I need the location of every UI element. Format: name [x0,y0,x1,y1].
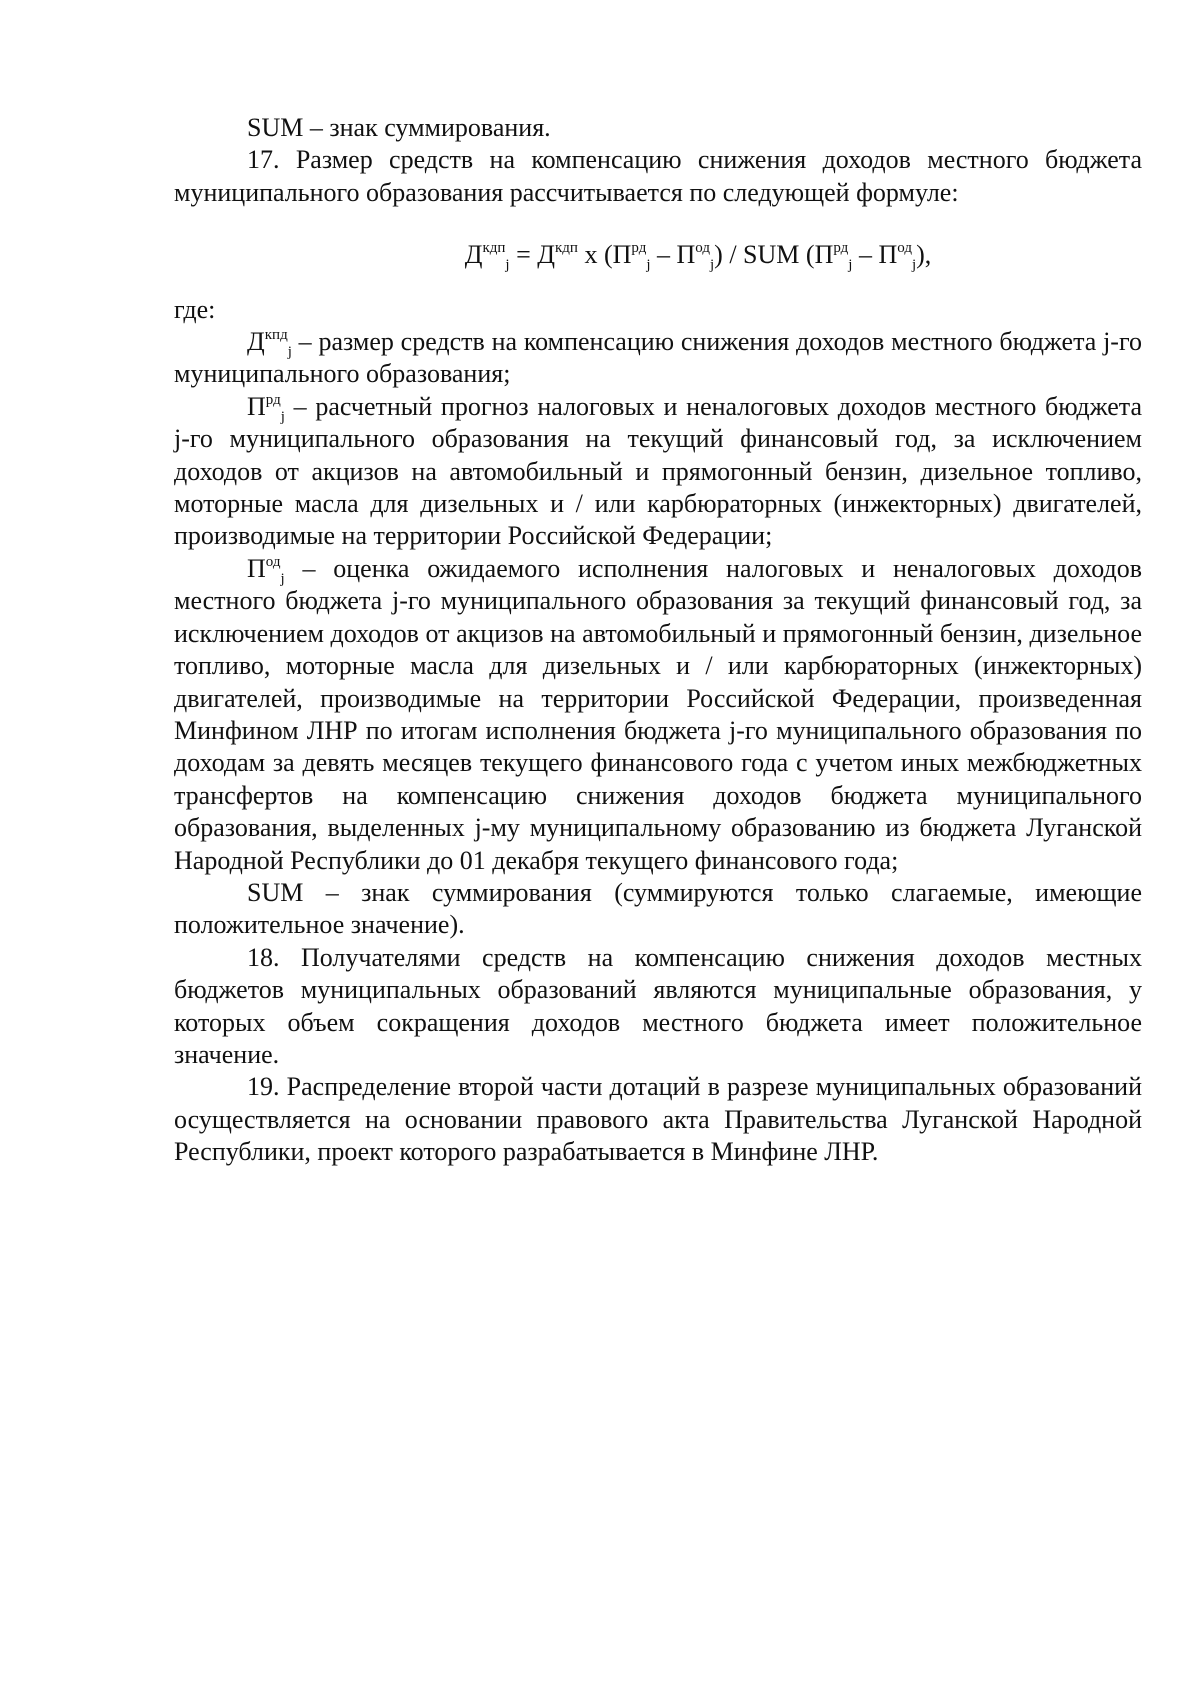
paragraph-19: 19. Распределение второй части дотаций в разрезе муниципальных образований осуществляется на основании правового акта Правительства Луганской Народной Республики, проект которого разрабатывается в Минфине ЛНР. [174,1072,1142,1167]
sum-definition-2: SUM – знак суммирования (суммируются только слагаемые, имеющие положительное значение). [174,877,1142,940]
definition-p-od: $П^{од}_j$ – оценка ожидаемого исполнения налоговых и неналоговых доходов местного бюджета j-го муниципального образования за текущий финансовый год, за исключением доходов от акцизов на автомобильный и прямогонный бензин, дизельное топливо, моторные масла для дизельных и / или карбюраторных (инжекторных) двигателей, производимые на территории Российской Федерации, произведенная Минфином ЛНР по итогам исполнения бюджета j-го муниципального образования по доходам за девять месяцев текущего финансового года с учетом иных межбюджетных трансфертов на компенсацию снижения доходов бюджета муниципального образования, выделенных j-му муниципальному образованию из бюджета Луганской Народной Республики до 01 декабря текущего финансового года; [174,553,1142,875]
definition-d: $Д^{кпд}_j$ – размер средств на компенсацию снижения доходов местного бюджета j-го муниципального образования; [174,327,1142,389]
document-body [174,112,1142,1169]
where-label: где: [174,294,216,324]
compensation-formula: $Д^{кдп}_j = Д^{кдп}$ x $(П^{рд}_j - П^{од}_j)$ / SUM $(П^{рд}_j - П^{од}_j)$, [464,240,932,274]
sum-definition: SUM – знак суммирования. [247,113,551,142]
definition-p-rd: $П^{рд}_j$ – расчетный прогноз налоговых и неналоговых доходов местного бюджета j-го муниципального образования на текущий финансовый год, за исключением доходов от акцизов на автомобильный и прямогонный бензин, дизельное топливо, моторные масла для дизельных и / или карбюраторных (инжекторных) двигателей, производимые на территории Российской Федерации; [174,391,1142,551]
paragraph-18: 18. Получателями средств на компенсацию снижения доходов местных бюджетов муниципальных образований являются муниципальные образования, у которых объем сокращения доходов местного бюджета имеет положительное значение. [174,942,1142,1069]
paragraph-17: 17. Размер средств на компенсацию снижения доходов местного бюджета муниципального образования рассчитывается по следующей формуле: [174,145,1142,207]
